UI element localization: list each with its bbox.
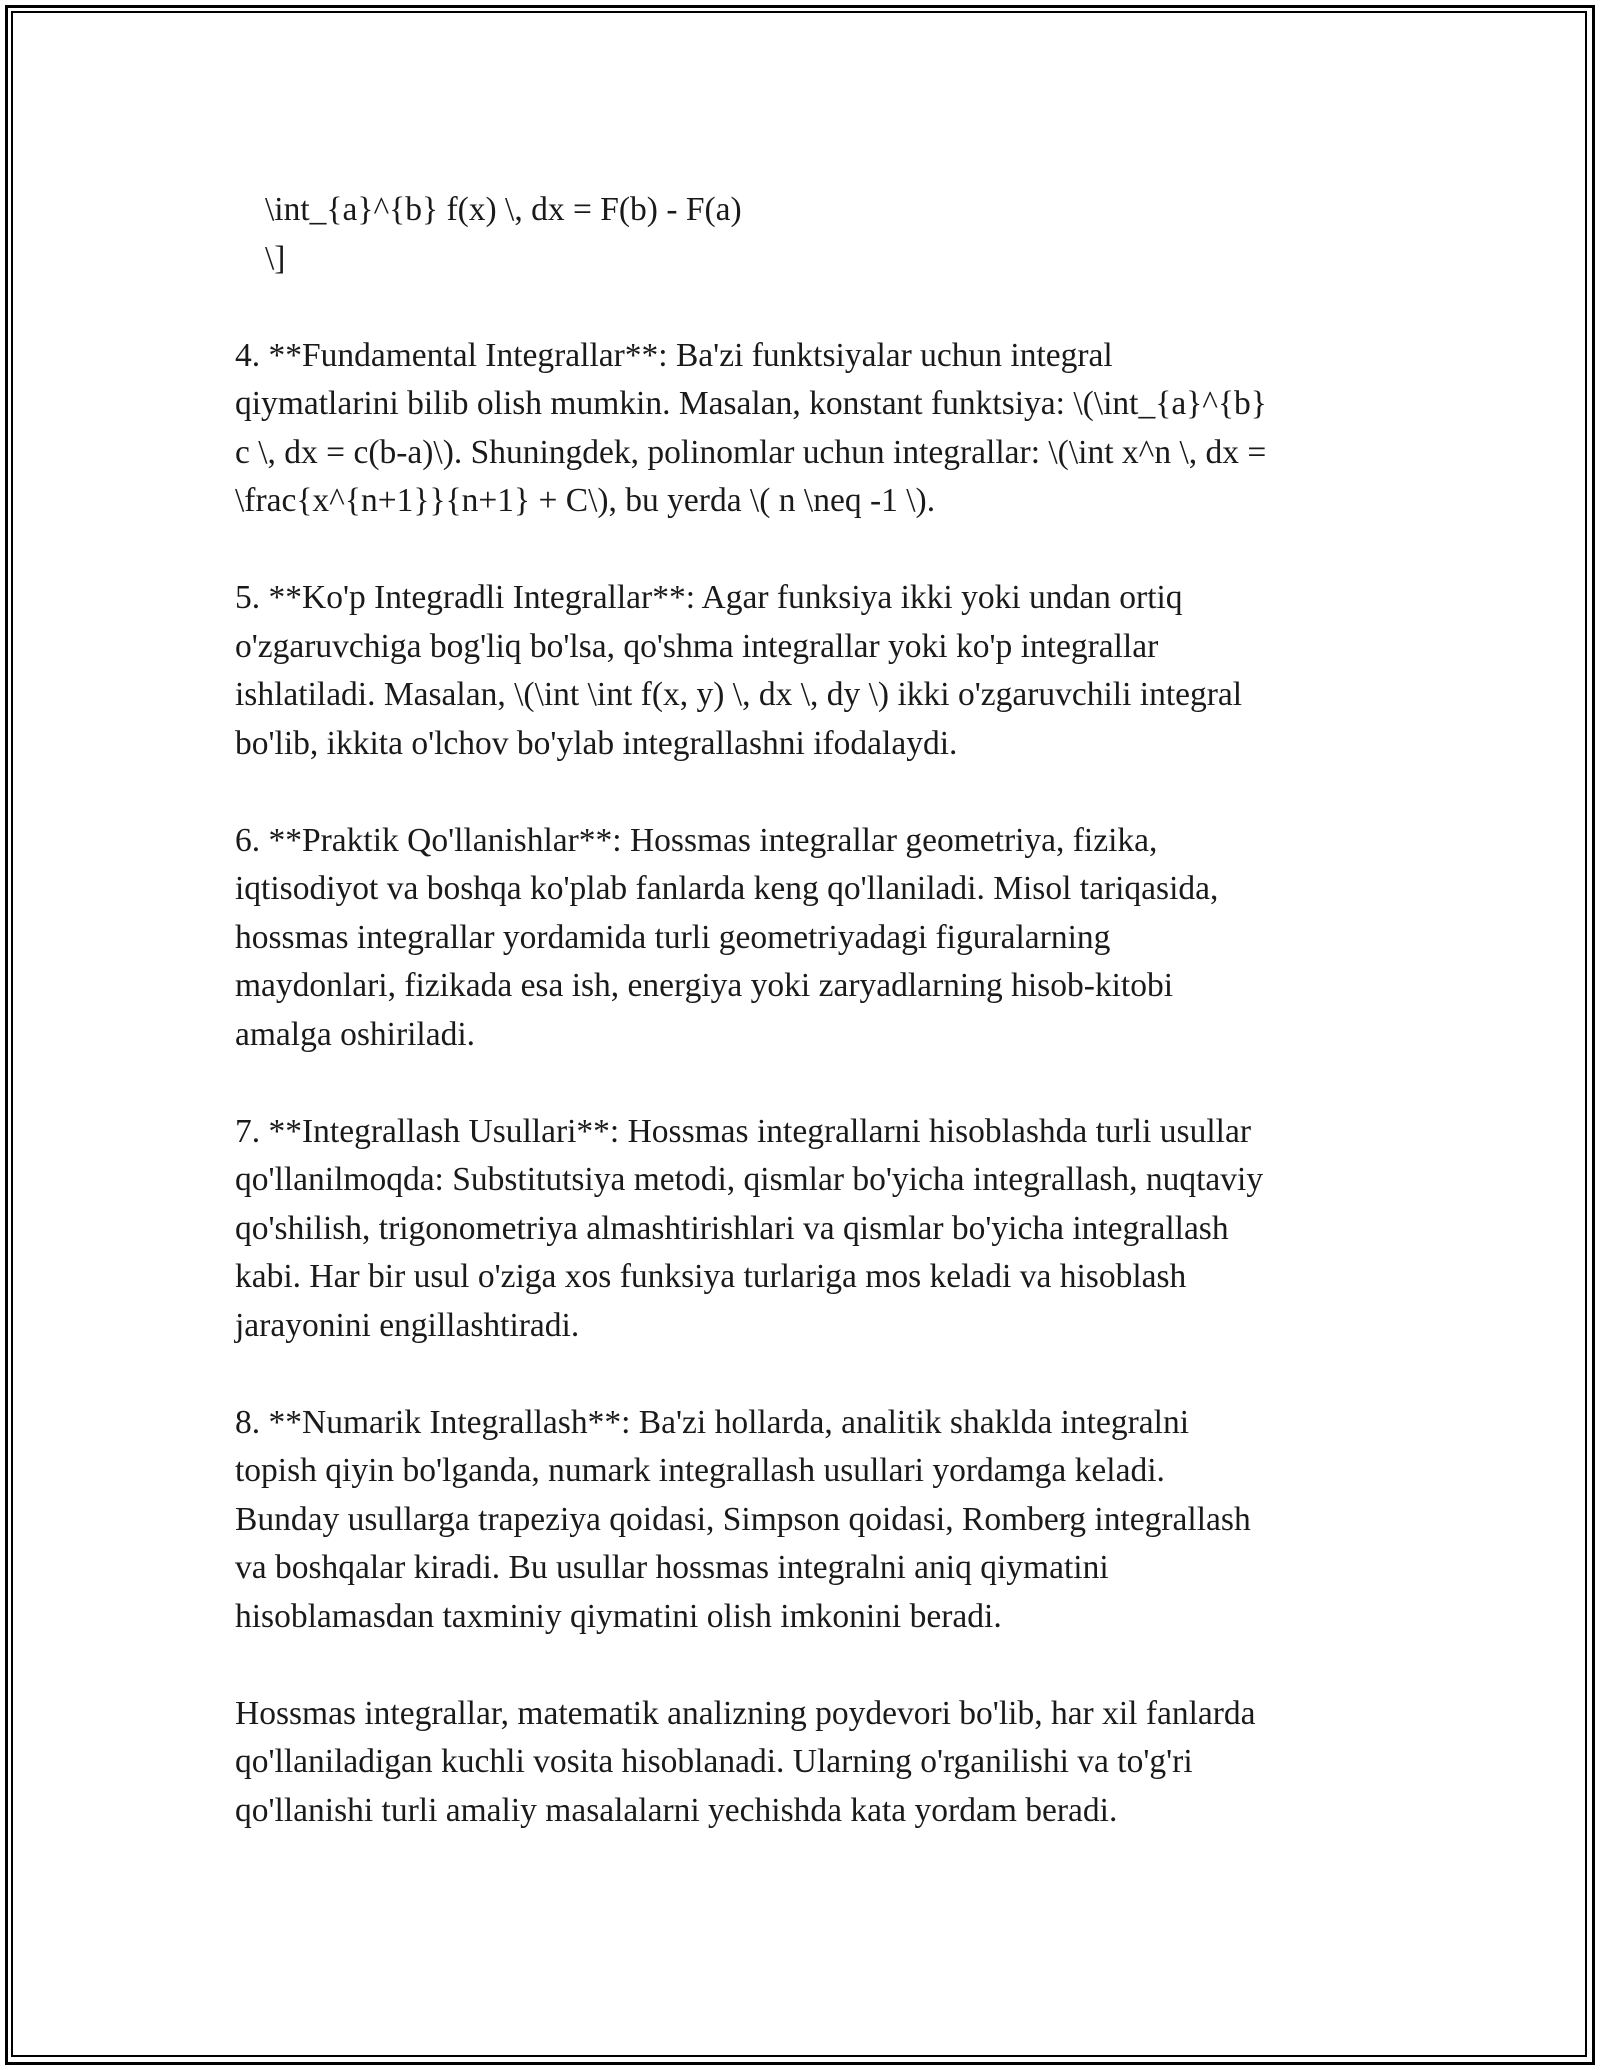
text-line: hossmas integrallar yordamida turli geometriyadagi figuralarning [235, 918, 1111, 956]
text-line: 7. **Integrallash Usullari**: Hossmas integrallarni hisoblashda turli usullar [235, 1112, 1251, 1150]
paragraph-practical-applications [235, 817, 1375, 1060]
text-line: 6. **Praktik Qo'llanishlar**: Hossmas integrallar geometriya, fizika, [235, 821, 1158, 859]
text-line: qo'llanilmoqda: Substitutsiya metodi, qismlar bo'yicha integrallash, nuqtaviy [235, 1161, 1264, 1198]
text-line: c \, dx = c(b-a)\). Shuningdek, polinomlar uchun integrallar: \(\int x^n \, dx = [235, 433, 1267, 471]
text-line: bo'lib, ikkita o'lchov bo'ylab integrallashni ifodalaydi. [235, 724, 958, 762]
formula-line: \] [265, 239, 286, 277]
text-line: topish qiyin bo'lganda, numark integrallash usullari yordamga keladi. [235, 1452, 1165, 1489]
paragraph-multiple-integrals [235, 574, 1375, 768]
text-line: 8. **Numarik Integrallash**: Ba'zi hollarda, analitik shaklda integralni [235, 1403, 1189, 1441]
text-line: 5. **Ko'p Integradli Integrallar**: Agar funksiya ikki yoki undan ortiq [235, 579, 1183, 616]
text-line: qo'shilish, trigonometriya almashtirishlari va qismlar bo'yicha integrallash [235, 1209, 1229, 1247]
text-line: Bunday usullarga trapeziya qoidasi, Simpson qoidasi, Romberg integrallash [235, 1500, 1251, 1538]
document-body [235, 186, 1375, 1835]
text-line: iqtisodiyot va boshqa ko'plab fanlarda keng qo'llaniladi. Misol tariqasida, [235, 870, 1219, 907]
formula-line: \int_{a}^{b} f(x) \, dx = F(b) - F(a) [265, 191, 742, 228]
text-line: amalga oshiriladi. [235, 1015, 476, 1053]
formula-block [235, 186, 1375, 283]
paragraph-integration-methods [235, 1108, 1375, 1351]
paragraph-fundamental-integrals [235, 332, 1375, 526]
text-line: jarayonini engillashtiradi. [235, 1306, 580, 1344]
text-line: o'zgaruvchiga bog'liq bo'lsa, qo'shma integrallar yoki ko'p integrallar [235, 627, 1159, 665]
text-line: Hossmas integrallar, matematik analizning poydevori bo'lib, har xil fanlarda [235, 1694, 1256, 1732]
paragraph-conclusion [235, 1690, 1375, 1836]
text-line: va boshqalar kiradi. Bu usullar hossmas integralni aniq qiymatini [235, 1549, 1109, 1586]
text-line: qiymatlarini bilib olish mumkin. Masalan, konstant funktsiya: \(\int_{a}^{b} [235, 385, 1267, 422]
text-line: hisoblamasdan taxminiy qiymatini olish imkonini beradi. [235, 1597, 1002, 1635]
paragraph-numerical-integration [235, 1399, 1375, 1642]
text-line: \frac{x^{n+1}}{n+1} + C\), bu yerda \( n \neq -1 \). [235, 482, 936, 519]
text-line: qo'llaniladigan kuchli vosita hisoblanadi. Ularning o'rganilishi va to'g'ri [235, 1743, 1193, 1780]
text-line: ishlatiladi. Masalan, \(\int \int f(x, y) \, dx \, dy \) ikki o'zgaruvchili integral [235, 676, 1243, 713]
text-line: 4. **Fundamental Integrallar**: Ba'zi funktsiyalar uchun integral [235, 336, 1113, 374]
text-line: qo'llanishi turli amaliy masalalarni yechishda kata yordam beradi. [235, 1791, 1118, 1829]
text-line: maydonlari, fizikada esa ish, energiya yoki zaryadlarning hisob-kitobi [235, 967, 1174, 1004]
text-line: kabi. Har bir usul o'ziga xos funksiya turlariga mos keladi va hisoblash [235, 1258, 1187, 1295]
